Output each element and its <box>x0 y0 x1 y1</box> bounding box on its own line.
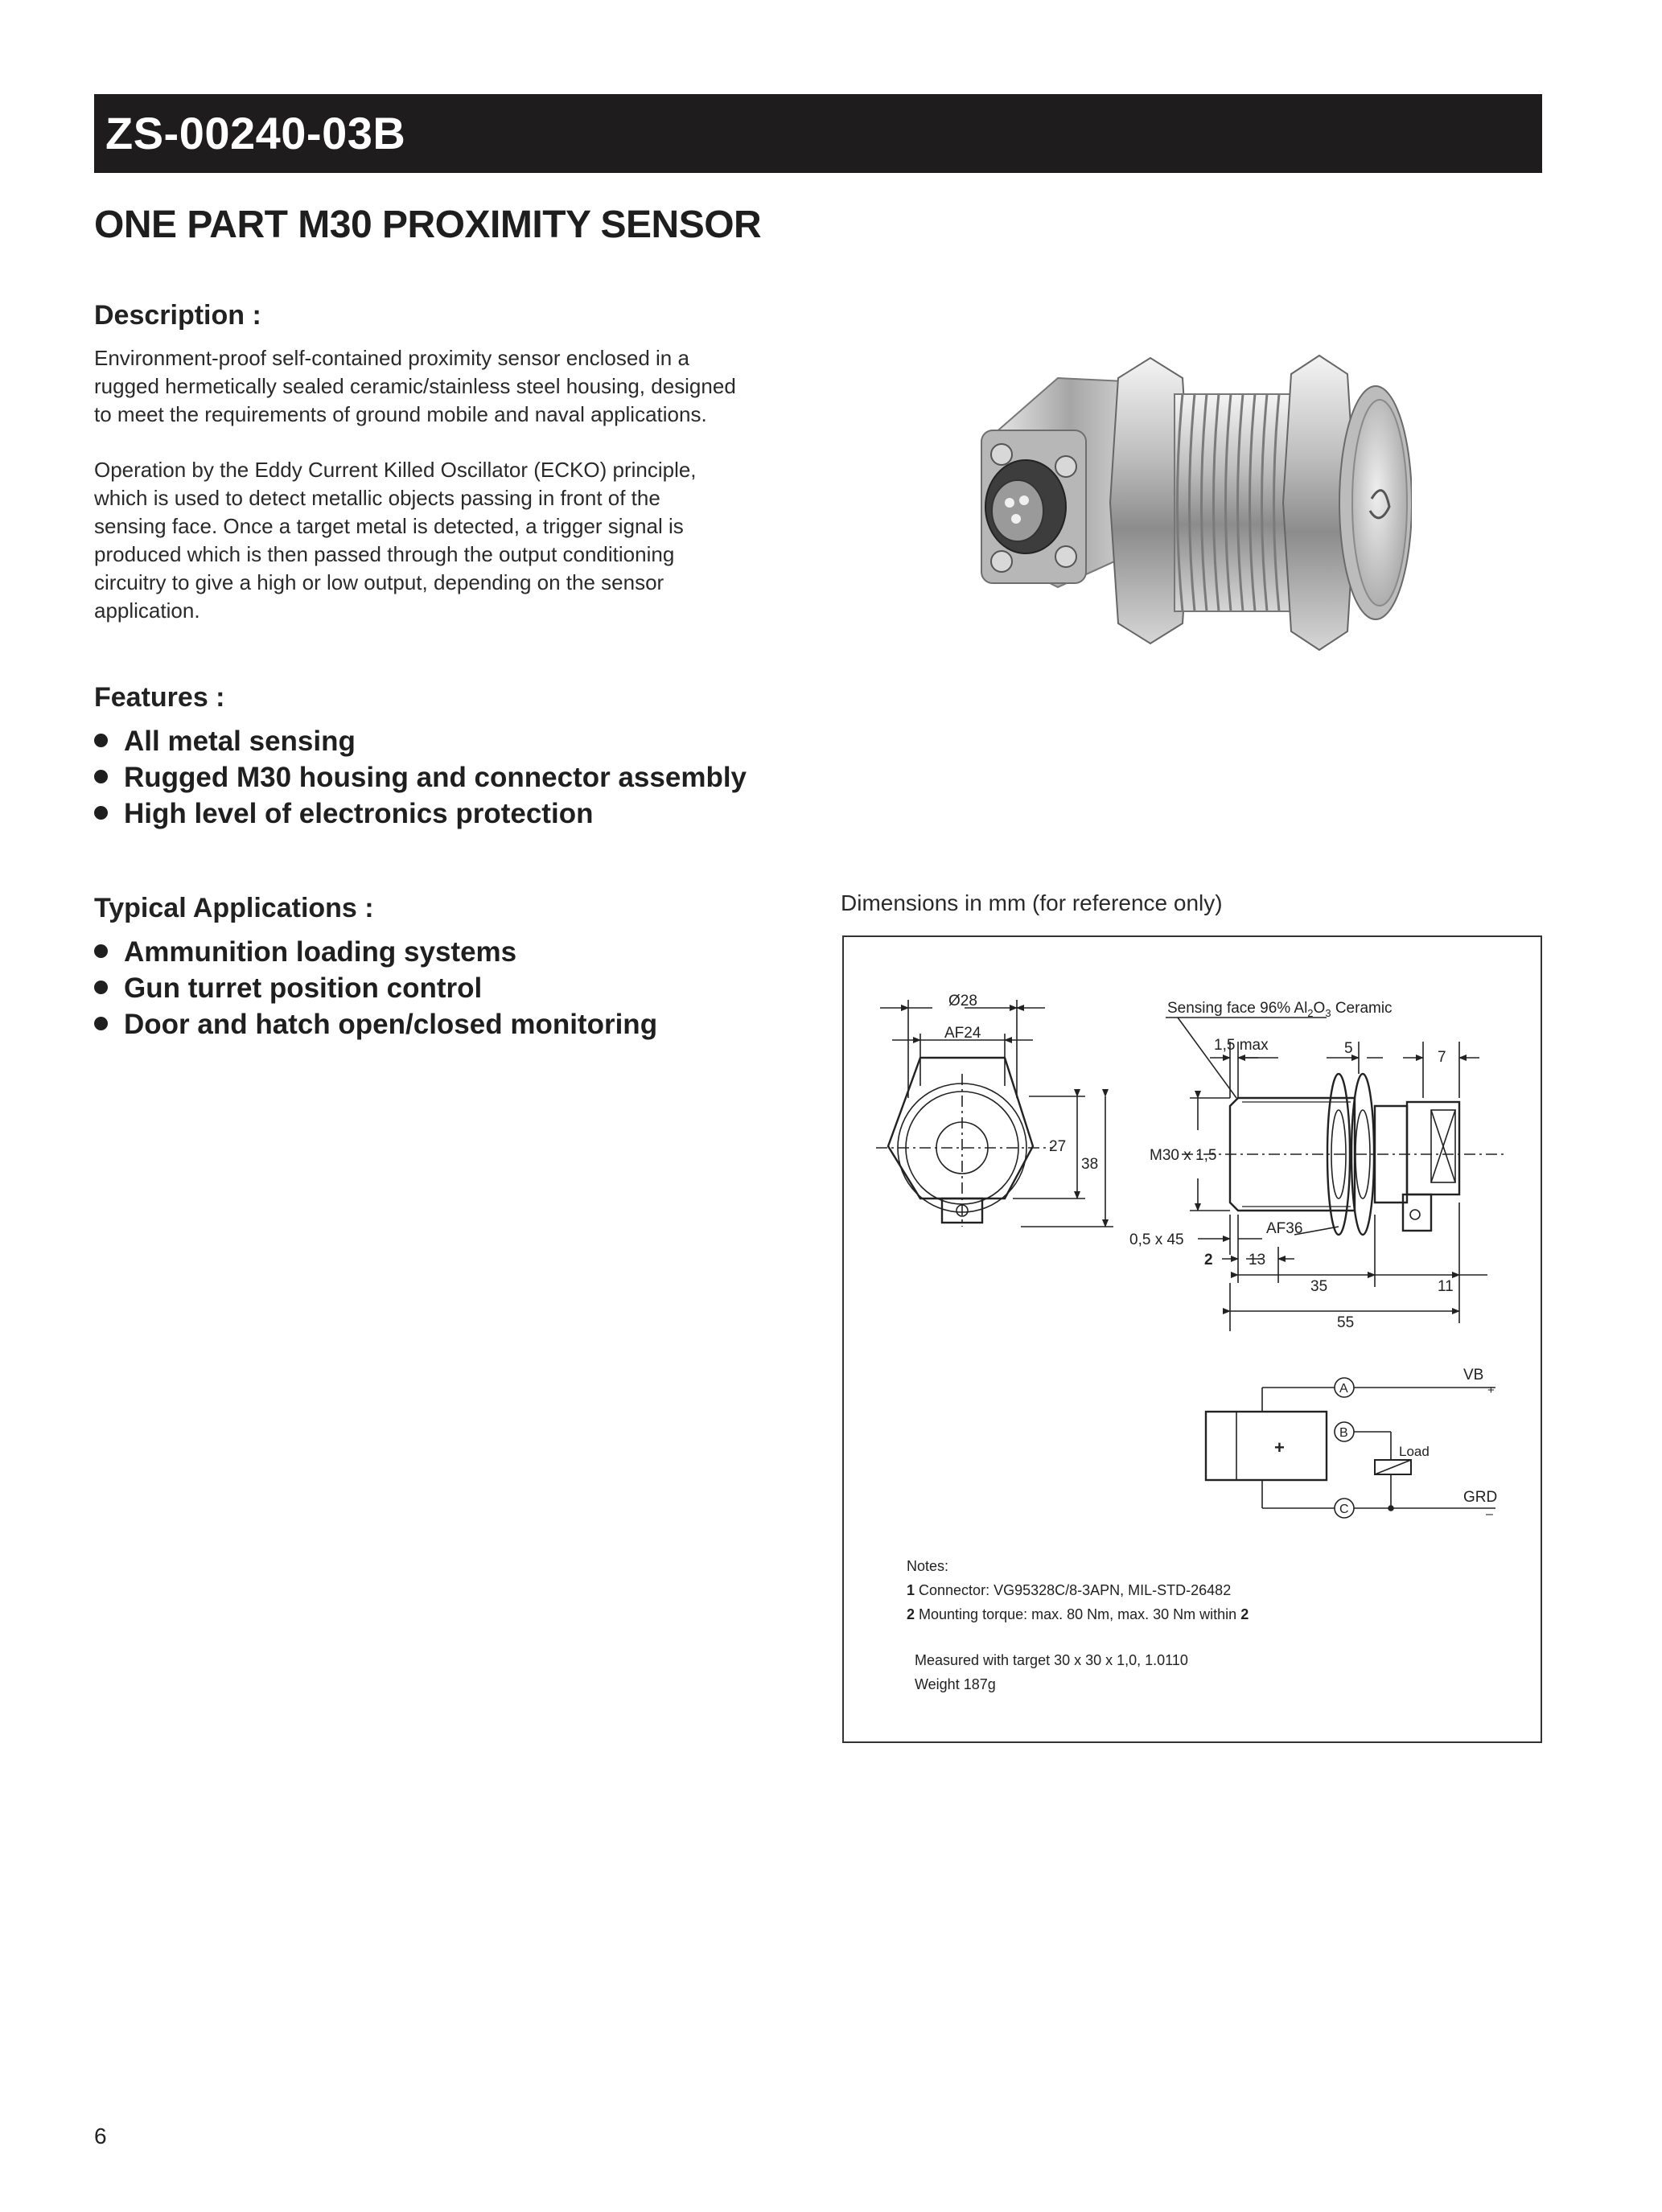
part-code: ZS-00240-03B <box>105 108 406 158</box>
dimensions-caption: Dimensions in mm (for reference only) <box>841 890 1223 915</box>
measured-note: Measured with target 30 x 30 x 1,0, 1.0110 <box>915 1652 1188 1668</box>
desc-line: application. <box>94 598 200 623</box>
dim-thread: M30 x 1,5 <box>1150 1147 1217 1164</box>
page-title: ONE PART M30 PROXIMITY SENSOR <box>94 204 762 246</box>
sensor-photo <box>961 346 1412 668</box>
description-paragraph-2 <box>94 456 802 625</box>
dim-across-flats: AF24 <box>944 1025 981 1042</box>
vb-plus: + <box>1487 1384 1495 1397</box>
load-label: Load <box>1399 1444 1430 1459</box>
vb-label: VB <box>1463 1367 1484 1384</box>
desc-line: produced which is then passed through the output conditioning <box>94 542 675 566</box>
desc-line: which is used to detect metallic objects passing in front of the <box>94 486 660 510</box>
applications-list <box>94 934 657 1042</box>
list-item <box>94 723 747 759</box>
page-number: 6 <box>94 2124 107 2148</box>
desc-line: Operation by the Eddy Current Killed Oscillator (ECKO) principle, <box>94 458 697 482</box>
pin-b: B <box>1339 1426 1348 1440</box>
features-heading: Features : <box>94 682 225 713</box>
list-item <box>94 1006 657 1042</box>
amplifier-plus: + <box>1274 1437 1285 1458</box>
desc-line: circuitry to give a high or low output, depending on the sensor <box>94 570 664 594</box>
dim-af36: AF36 <box>1266 1220 1303 1237</box>
description-paragraph-1 <box>94 344 802 429</box>
bullet-icon <box>94 1017 108 1030</box>
desc-line: rugged hermetically sealed ceramic/stainless steel housing, designed <box>94 374 736 398</box>
description-heading: Description : <box>94 300 261 331</box>
desc-line: Environment-proof self-contained proximity sensor enclosed in a <box>94 346 689 370</box>
pin-a: A <box>1339 1382 1348 1396</box>
list-item-text: Rugged M30 housing and connector assembly <box>124 762 747 793</box>
bullet-icon <box>94 981 108 994</box>
dim-11: 11 <box>1438 1278 1454 1295</box>
dim-chamfer: 0,5 x 45 <box>1129 1231 1184 1248</box>
bullet-icon <box>94 734 108 747</box>
features-list <box>94 723 747 832</box>
sensing-face-label: Sensing face 96% $Al_2O_3$ Ceramic <box>1167 1000 1393 1019</box>
desc-line: to meet the requirements of ground mobile and naval applications. <box>94 402 707 426</box>
desc-line: sensing face. Once a target metal is detected, a trigger signal is <box>94 514 684 538</box>
list-item-text: Door and hatch open/closed monitoring <box>124 1009 658 1040</box>
notes-title: Notes: <box>907 1558 949 1574</box>
list-item <box>94 934 657 970</box>
list-item-text: High level of electronics protection <box>124 798 594 829</box>
dim-35: 35 <box>1310 1278 1328 1295</box>
dim-diameter: Ø28 <box>948 993 977 1009</box>
header-bar <box>94 94 1542 173</box>
list-item-text: Ammunition loading systems <box>124 936 517 968</box>
list-item <box>94 970 657 1006</box>
dim-38: 38 <box>1081 1156 1099 1173</box>
pin-c: C <box>1339 1503 1349 1516</box>
grd-label: GRD <box>1463 1489 1498 1506</box>
note-2: 2 Mounting torque: max. 80 Nm, max. 30 Nm within 2 <box>907 1606 1249 1622</box>
list-item <box>94 796 747 832</box>
list-item-text: All metal sensing <box>124 726 356 757</box>
technical-drawing <box>844 937 1541 1741</box>
grd-minus: – <box>1486 1507 1493 1521</box>
bullet-icon <box>94 806 108 820</box>
list-item <box>94 759 747 796</box>
list-item-text: Gun turret position control <box>124 972 483 1004</box>
dim-27: 27 <box>1049 1138 1067 1155</box>
applications-heading: Typical Applications : <box>94 893 374 923</box>
dim-5: 5 <box>1344 1040 1353 1057</box>
dimensions-drawing-box <box>842 935 1542 1743</box>
dim-max: 1,5 max <box>1214 1037 1269 1054</box>
weight-note: Weight 187g <box>915 1676 996 1692</box>
note-1: 1 Connector: VG95328C/8-3APN, MIL-STD-26482 <box>907 1582 1232 1598</box>
dim-7: 7 <box>1438 1049 1446 1066</box>
bullet-icon <box>94 770 108 783</box>
dim-13: 13 <box>1249 1252 1266 1268</box>
bullet-icon <box>94 944 108 958</box>
dim-55: 55 <box>1337 1314 1355 1331</box>
note-ref-2: 2 <box>1204 1252 1213 1268</box>
